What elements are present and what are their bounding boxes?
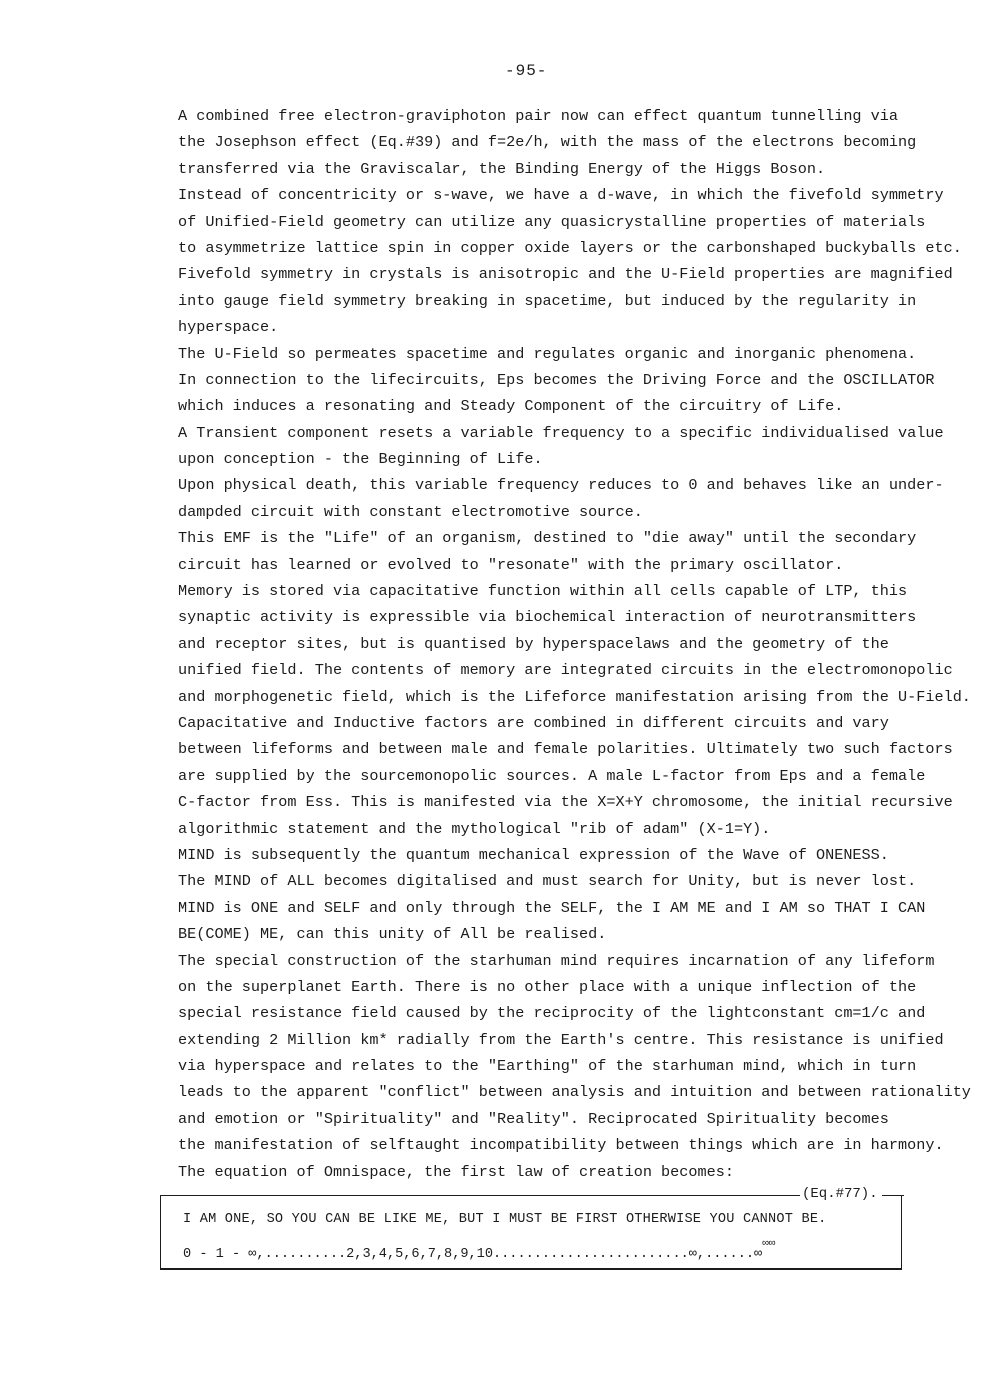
text-line: the manifestation of selftaught incompatibility between things which are in harmony. xyxy=(178,1136,944,1155)
text-line: special resistance field caused by the reciprocity of the lightconstant cm=1/c and xyxy=(178,1004,926,1023)
text-line: and morphogenetic field, which is the Lifeforce manifestation arising from the U-Field. xyxy=(178,687,971,706)
text-line: Capacitative and Inductive factors are combined in different circuits and vary xyxy=(178,713,889,732)
text-line: C-factor from Ess. This is manifested via the X=X+Y chromosome, the initial recursive xyxy=(178,793,953,812)
text-line: to asymmetrize lattice spin in copper oxide layers or the carbonshaped buckyballs etc. xyxy=(178,238,962,257)
equation-sequence-superscript: ∞∞ xyxy=(762,1238,776,1250)
text-line: The U-Field so permeates spacetime and regulates organic and inorganic phenomena. xyxy=(178,344,917,363)
equation-sequence-text: 0 - 1 - ∞,..........2,3,4,5,6,7,8,9,10........................∞,......∞ xyxy=(183,1247,763,1262)
text-line: into gauge field symmetry breaking in spacetime, but induced by the regularity in xyxy=(178,291,917,310)
text-line: unified field. The contents of memory are integrated circuits in the electromonopolic xyxy=(178,661,953,680)
text-line: upon conception - the Beginning of Life. xyxy=(178,450,543,469)
text-line: This EMF is the "Life" of an organism, destined to "die away" until the secondary xyxy=(178,529,917,548)
text-line: dampded circuit with constant electromotive source. xyxy=(178,502,643,521)
equation-box xyxy=(160,1196,902,1270)
text-line: MIND is ONE and SELF and only through the SELF, the I AM ME and I AM so THAT I CAN xyxy=(178,898,926,917)
text-line: the Josephson effect (Eq.#39) and f=2e/h, with the mass of the electrons becoming xyxy=(178,133,917,152)
text-line: The special construction of the starhuman mind requires incarnation of any lifeform xyxy=(178,951,935,970)
text-line: The equation of Omnispace, the first law of creation becomes: xyxy=(178,1162,734,1181)
text-line: Upon physical death, this variable frequency reduces to 0 and behaves like an under- xyxy=(178,476,944,495)
text-line: transferred via the Graviscalar, the Binding Energy of the Higgs Boson. xyxy=(178,159,826,178)
page-number: -95- xyxy=(505,62,548,80)
text-line: synaptic activity is expressible via biochemical interaction of neurotransmitters xyxy=(178,608,917,627)
equation-sequence xyxy=(183,1238,775,1262)
text-line: via hyperspace and relates to the "Earthing" of the starhuman mind, which in turn xyxy=(178,1057,917,1076)
text-line: The MIND of ALL becomes digitalised and must search for Unity, but is never lost. xyxy=(178,872,917,891)
body-text xyxy=(178,103,971,1185)
equation-reference: (Eq.#77). xyxy=(802,1186,878,1202)
text-line: Fivefold symmetry in crystals is anisotropic and the U-Field properties are magnified xyxy=(178,265,953,284)
text-line: which induces a resonating and Steady Component of the circuitry of Life. xyxy=(178,397,844,416)
text-line: BE(COME) ME, can this unity of All be realised. xyxy=(178,925,607,944)
text-line: hyperspace. xyxy=(178,318,279,337)
text-line: between lifeforms and between male and female polarities. Ultimately two such factors xyxy=(178,740,953,759)
text-line: circuit has learned or evolved to "resonate" with the primary oscillator. xyxy=(178,555,844,574)
text-line: leads to the apparent "conflict" between analysis and intuition and between rationality xyxy=(178,1083,971,1102)
text-line: and emotion or "Spirituality" and "Reality". Reciprocated Spirituality becomes xyxy=(178,1109,889,1128)
text-line: of Unified-Field geometry can utilize any quasicrystalline properties of materials xyxy=(178,212,926,231)
text-line: A Transient component resets a variable frequency to a specific individualised value xyxy=(178,423,944,442)
text-line: and receptor sites, but is quantised by hyperspacelaws and the geometry of the xyxy=(178,634,889,653)
text-line: A combined free electron-graviphoton pair now can effect quantum tunnelling via xyxy=(178,107,899,125)
equation-statement: I AM ONE, SO YOU CAN BE LIKE ME, BUT I MUST BE FIRST OTHERWISE YOU CANNOT BE. xyxy=(183,1212,827,1227)
text-line: MIND is subsequently the quantum mechanical expression of the Wave of ONENESS. xyxy=(178,845,889,864)
text-line: Memory is stored via capacitative function within all cells capable of LTP, this xyxy=(178,582,908,601)
text-line: algorithmic statement and the mythological "rib of adam" (X-1=Y). xyxy=(178,819,771,838)
text-line: Instead of concentricity or s-wave, we have a d-wave, in which the fivefold symmetry xyxy=(178,186,944,205)
text-line: extending 2 Million km* radially from the Earth's centre. This resistance is unified xyxy=(178,1030,944,1049)
text-line: In connection to the lifecircuits, Eps becomes the Driving Force and the OSCILLATOR xyxy=(178,370,935,389)
text-line: on the superplanet Earth. There is no other place with a unique inflection of the xyxy=(178,977,917,996)
text-line: are supplied by the sourcemonopolic sources. A male L-factor from Eps and a female xyxy=(178,766,926,785)
